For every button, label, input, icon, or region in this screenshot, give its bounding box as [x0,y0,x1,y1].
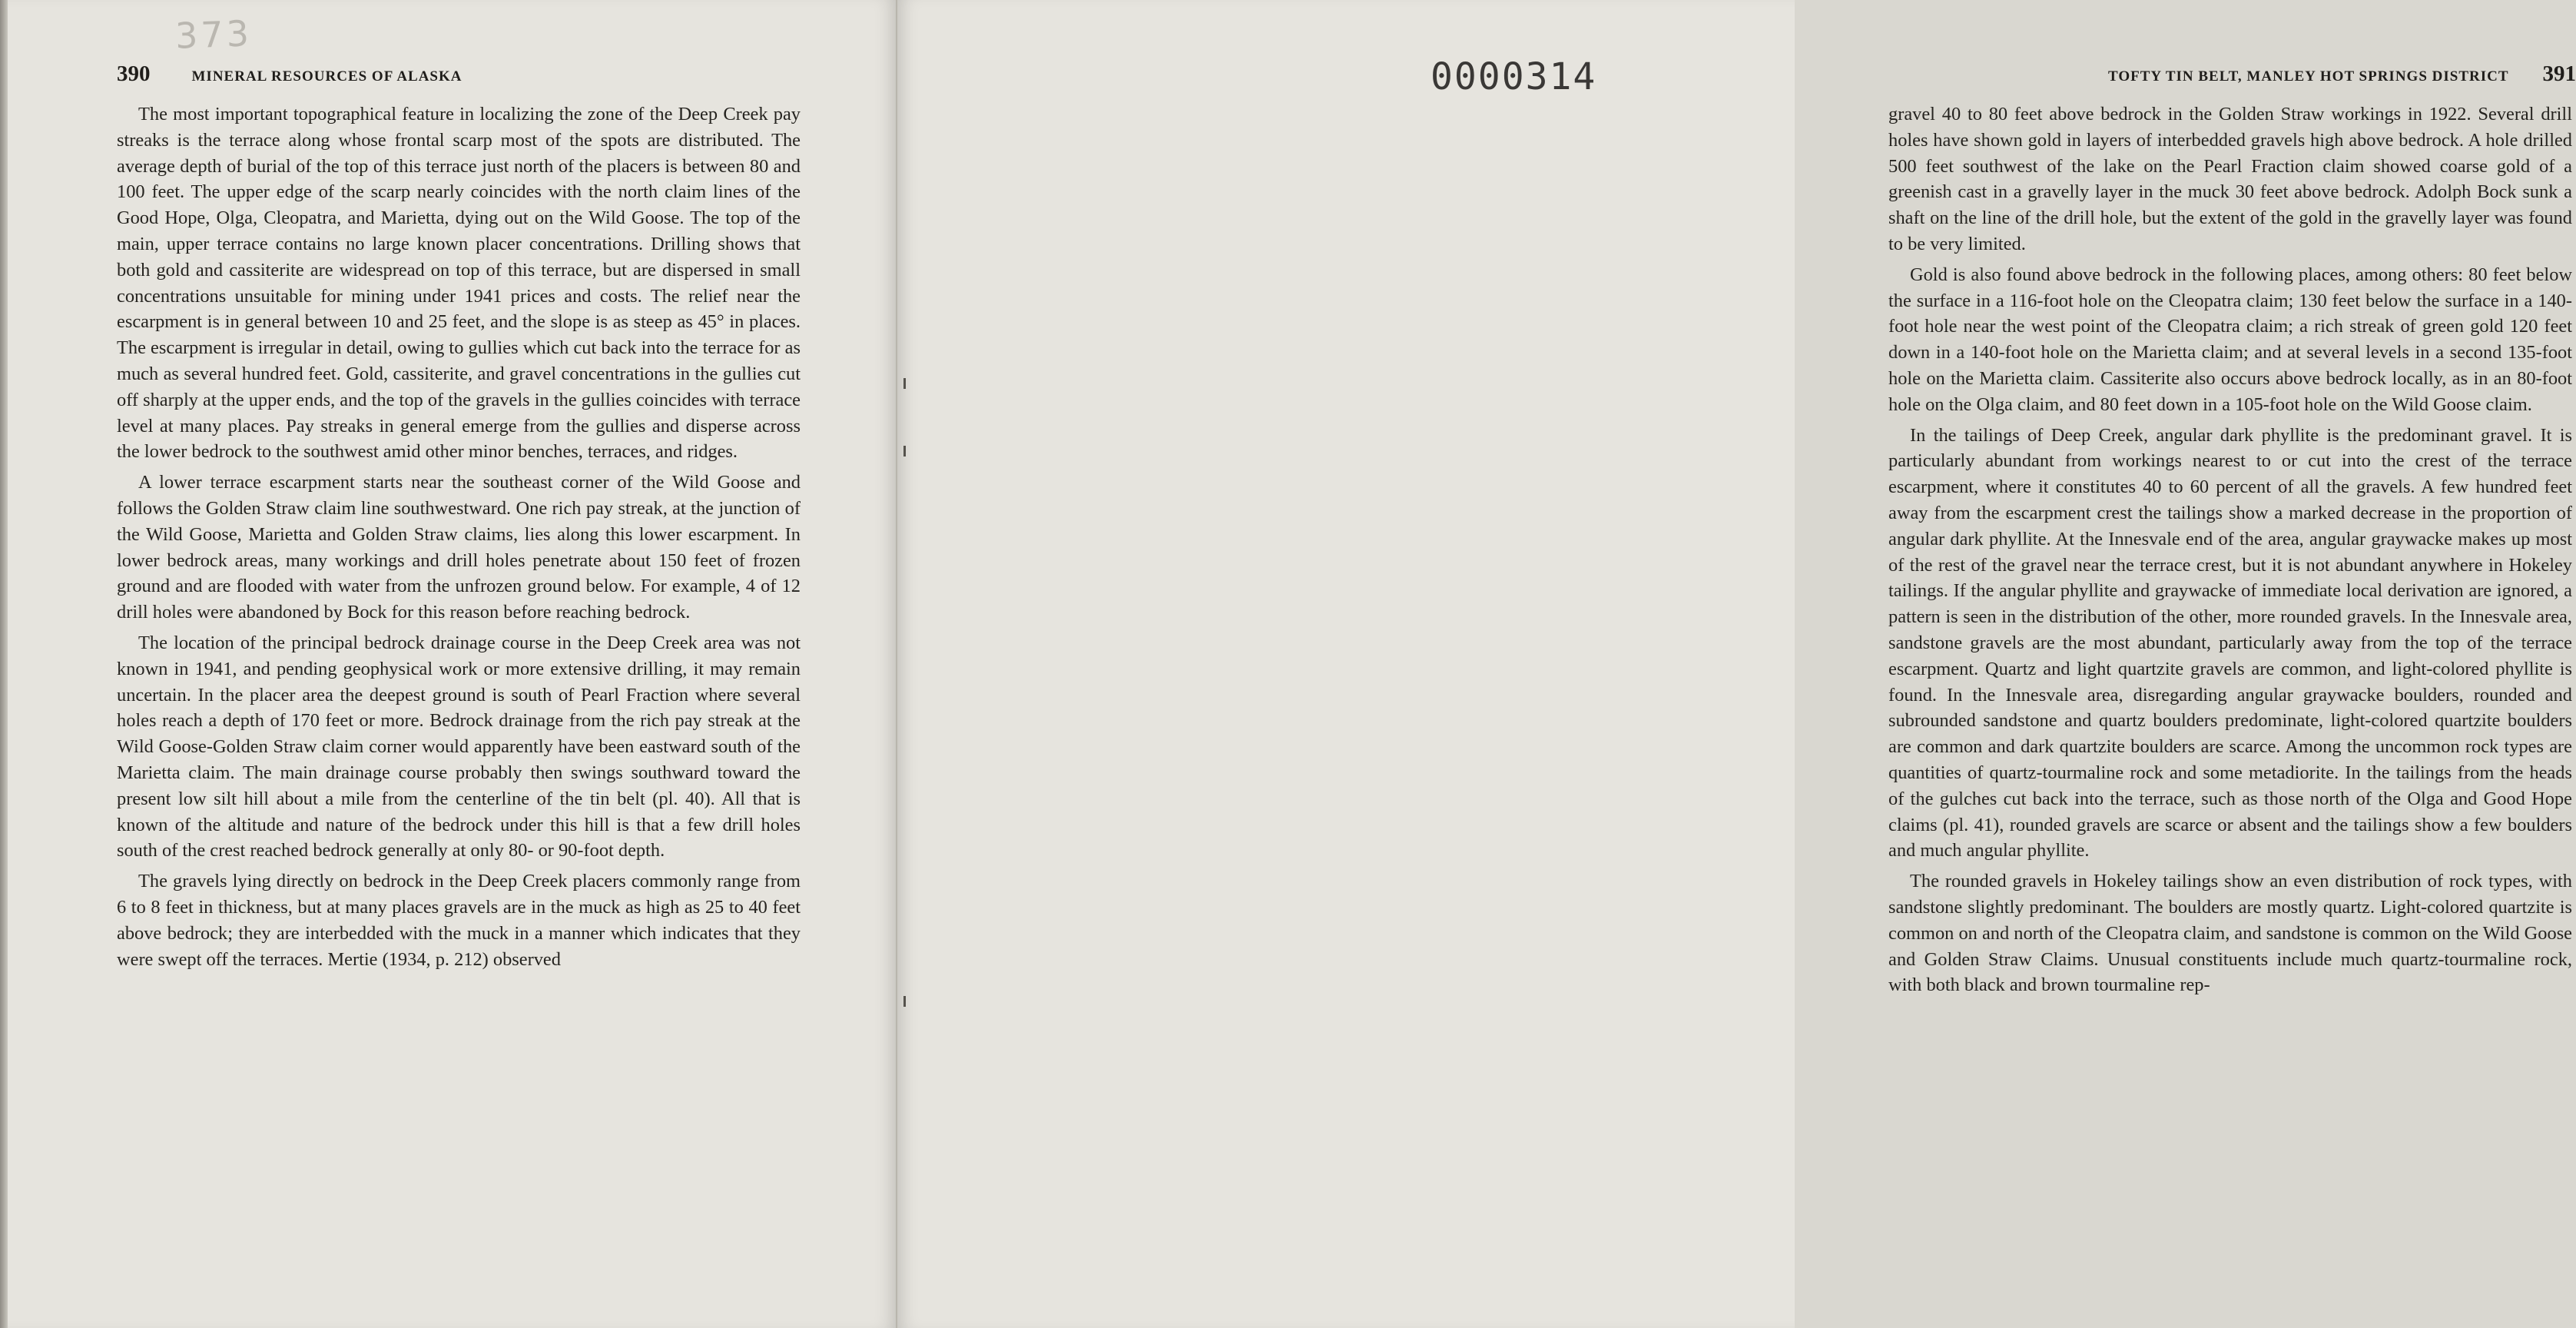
right-page-number: 391 [2542,61,2576,86]
paragraph: The location of the principal bedrock drainage course in the Deep Creek area was not known in 1941, and pending geophysical work or more extensive drilling, it may remain uncertain. In the placer area the deepest ground is south of Pearl Fraction where several holes reach a depth of 170 feet or more. Bedrock drainage from the rich pay streak at the Wild Goose-Golden Straw claim corner would apparently have been eastward south of the Marietta claim. The main drainage course probably then swings southward toward the present low silt hill about a mile from the centerline of the tin belt (pl. 40). All that is known of the altitude and nature of the bedrock under this hill is that a few drill holes south of the crest reached bedrock generally at only 80- or 90-foot depth. [117,632,801,862]
paragraph-continuation: gravel 40 to 80 feet above bedrock in the Golden Straw workings in 1922. Several drill holes have shown gold in layers of interbedded gravels high above bedrock. A hole drilled 500 feet southwest of the lake on the Pearl Fraction claim showed coarse gold of a greenish cast in a gravelly layer in the muck 30 feet above bedrock. Adolph Bock sunk a shaft on the line of the drill hole, but the extent of the gold in the gravelly layer was found to be very limited. [1888,104,2572,254]
paragraph: The rounded gravels in Hokeley tailings show an even distribution of rock types, with sandstone slightly predominant. The boulders are mostly quartz. Light-colored quartzite is common on and north of the Cleopatra claim, and sandstone is common on the Wild Goose and Golden Straw Claims. Unusual constituents include much quartz-tourmaline rock, with both black and brown tourmaline rep- [1888,871,2573,996]
right-body-text [1888,101,2572,1003]
paragraph: Gold is also found above bedrock in the following places, among others: 80 feet below the surface in a 116-foot hole on the Cleopatra claim; 130 feet below the surface in a 140-foot hole near the west point of the Cleopatra claim; a rich streak of green gold 120 feet down in a 140-foot hole on the Marietta claim; and at several levels in a second 135-foot hole on the Marietta claim. Cassiterite also occurs above bedrock locally, as in an 80-foot hole on the Olga claim, and 80 feet down in a 105-foot hole on the Wild Goose claim. [1888,264,2572,415]
page-edge [0,0,8,1328]
right-running-header [1973,61,2576,92]
right-page [897,0,2576,1328]
paragraph: A lower terrace escarpment starts near the southeast corner of the Wild Goose and follows the Golden Straw claim line southwestward. One rich pay streak, at the junction of the Wild Goose, Marietta and Golden Straw claims, lies along this lower escarpment. In lower bedrock areas, many workings and drill holes penetrate about 150 feet of frozen ground and are flooded with water from the unfrozen ground below. For example, 4 of 12 drill holes were abandoned by Bock for this reason before reaching bedrock. [117,472,801,623]
binding-mark [903,996,906,1007]
binding-mark [903,378,906,389]
binding-mark [903,446,906,456]
paragraph: The most important topographical feature in localizing the zone of the Deep Creek pay streaks is the terrace along whose frontal scarp most of the spots are distributed. The average depth of burial of the top of this terrace just north of the placers is between 80 and 100 feet. The upper edge of the scarp nearly coincides with the north claim lines of the Good Hope, Olga, Cleopatra, and Marietta, dying out on the Wild Goose. The top of the main, upper terrace contains no large known placer concentrations. Drilling shows that both gold and cassiterite are widespread on top of this terrace, but are dispersed in small concentrations unsuitable for mining under 1941 prices and costs. The relief near the escarpment is in general between 10 and 25 feet, and the slope is as steep as 45° in places. The escarpment is irregular in detail, owing to gullies which cut back into the terrace for as much as several hundred feet. Gold, cassiterite, and gravel concentrations in the gullies cut off sharply at the upper ends, and the top of the gravels in the gullies coincides with terrace level at many places. Pay streaks in general emerge from the gullies and disperse across the lower bedrock to the southwest amid other minor benches, terraces, and ridges. [117,104,801,463]
pencil-annotation: 373 [174,12,253,57]
left-body-text [117,101,801,977]
archive-stamp-number: 0000314 [1431,55,1597,98]
right-running-head: TOFTY TIN BELT, MANLEY HOT SPRINGS DISTRICT [2108,68,2509,85]
left-page-number: 390 [117,61,151,86]
paragraph: The gravels lying directly on bedrock in the Deep Creek placers commonly range from 6 to 8 feet in thickness, but at many places gravels are in the muck as high as 25 to 40 feet above bedrock; they are interbedded with the muck in a manner which indicates that they were swept off the terraces. Mertie (1934, p. 212) observed [117,871,801,970]
left-running-header [117,61,808,92]
paragraph: In the tailings of Deep Creek, angular dark phyllite is the predominant gravel. It is particularly abundant from workings nearest to or cut into the crest of the terrace escarpment, where it constitutes 40 to 60 percent of all the gravels. A few hundred feet away from the escarpment crest the tailings show a marked decrease in the proportion of angular dark phyllite. At the Innesvale end of the area, angular graywacke makes up most of the rest of the gravel near the terrace crest, but it is not abundant anywhere in Hokeley tailings. If the angular phyllite and graywacke of immediate local derivation are ignored, a pattern is seen in the distribution of the other, more rounded gravels. In the Innesvale area, sandstone gravels are the most abundant, particularly away from the top of the terrace escarpment. Quartz and light quartzite gravels are common, and light-colored phyllite is found. In the Innesvale area, disregarding angular graywacke boulders, rounded and subrounded sandstone and quartz boulders predominate, light-colored quartzite boulders are common and dark quartzite boulders are scarce. Among the uncommon rock types are quantities of quartz-tourmaline rock and some metadiorite. In the tailings from the heads of the gulches cut back into the terrace, such as those north of the Olga and Good Hope claims (pl. 41), rounded gravels are scarce or absent and the tailings show a few boulders and much angular phyllite. [1888,424,2572,862]
left-running-head: MINERAL RESOURCES OF ALASKA [191,68,462,85]
left-page [0,0,897,1328]
